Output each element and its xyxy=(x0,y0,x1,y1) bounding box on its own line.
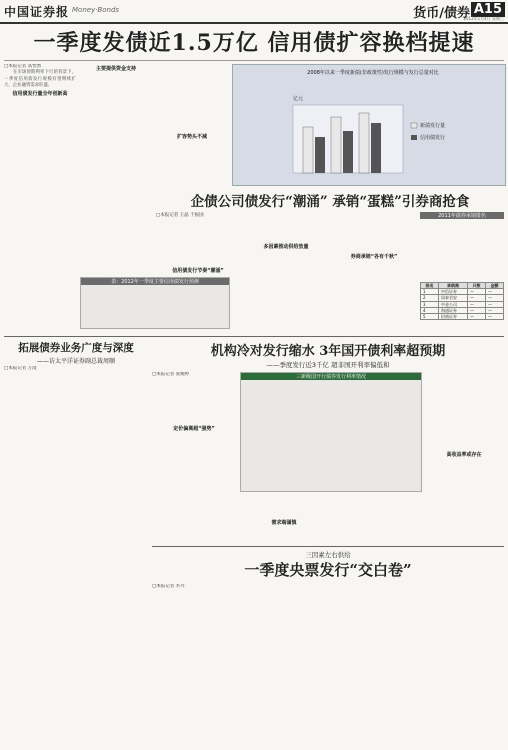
article5-headline: 一季度央票发行“交白卷” xyxy=(244,561,412,579)
article4-col4 xyxy=(424,372,504,542)
article4-col2 xyxy=(240,494,328,542)
article1-paragraph: 在市场预期利率下行的背景下，一季度信用债发行规模有望继续扩大，企业融资需求旺盛。 xyxy=(4,70,76,88)
article1-subhead: 信用债发行量全年创新高 xyxy=(12,91,68,98)
article1-subhead: 扩容势头不减 xyxy=(176,134,207,140)
table-header: 金额 xyxy=(485,283,503,289)
bar xyxy=(359,113,369,173)
article1-col2 xyxy=(80,64,152,274)
article3-col1 xyxy=(4,366,74,638)
article1-box-title: 表：2012年一季度主要信用债发行预测 xyxy=(81,278,229,285)
cell: — xyxy=(485,301,503,307)
divider xyxy=(4,60,504,61)
article5-byline: □本报记者 李丹 xyxy=(152,584,185,589)
cell: 中信证券 xyxy=(438,289,467,295)
article2-subhead: 券商承销“各有千秋” xyxy=(350,254,398,260)
chart-svg xyxy=(233,65,505,185)
article4-col1 xyxy=(152,372,236,542)
cell: — xyxy=(468,307,486,313)
cell: 招商证券 xyxy=(438,314,467,320)
article2-col3 xyxy=(332,220,416,320)
article4-subtitle: ——季度发行近3千亿 超非国开利率偏低和 xyxy=(266,361,390,369)
article3-byline: □本报记者 万澄 xyxy=(4,366,37,371)
section-title: 货币/债券 xyxy=(413,6,470,21)
article2-table-box xyxy=(420,213,504,320)
article2-table-title: 2011年债券承销排名 xyxy=(420,212,504,219)
bar xyxy=(303,127,313,173)
cell: 3 xyxy=(421,301,439,307)
cell: — xyxy=(468,289,486,295)
legend-label: 信用债发行 xyxy=(420,135,446,141)
cell: — xyxy=(468,314,486,320)
article1-col1 xyxy=(4,64,76,304)
article4-col3 xyxy=(332,494,420,542)
legend-swatch xyxy=(411,123,417,128)
article4-subhead: 高收益率或存在 xyxy=(446,452,482,458)
cell: — xyxy=(468,301,486,307)
cell: — xyxy=(468,295,486,301)
article3-col2 xyxy=(78,366,148,638)
article5-col1 xyxy=(152,584,236,746)
article4-subhead: 定价偏离超“强势” xyxy=(173,426,215,433)
legend-swatch xyxy=(411,135,417,140)
cell: 中金公司 xyxy=(438,301,467,307)
newspaper-logo: 中国证券报 xyxy=(4,5,70,19)
article3-headline: 拓展债券业务广度与深度 xyxy=(18,342,134,354)
article4-box-title: 三新级国开行债券发行利率情况 xyxy=(241,373,421,380)
article5-kicker: 三因素左右供给 xyxy=(305,551,351,559)
cell: 5 xyxy=(421,314,439,320)
masthead xyxy=(0,0,508,24)
article5-col4 xyxy=(416,584,504,746)
article2-byline: □本报记者 王晶 于振国 xyxy=(156,213,204,218)
divider xyxy=(152,546,504,547)
article5-col3 xyxy=(328,584,412,746)
cell: 国泰君安 xyxy=(438,295,467,301)
article4-subhead: 需求端谨慎 xyxy=(271,520,297,526)
divider xyxy=(4,336,504,337)
article2-headline: 企债公司债发行“潮涌” 承销“蛋糕”引券商抢食 xyxy=(190,194,470,210)
cell: 海通证券 xyxy=(438,307,467,313)
article2-col1 xyxy=(156,220,240,320)
cell: — xyxy=(485,295,503,301)
newspaper-subname: Money·Bonds xyxy=(72,6,120,14)
cell: 4 xyxy=(421,307,439,313)
article5-col2 xyxy=(240,584,324,746)
article2-subhead: 信用债发行节奏“潮涌” xyxy=(172,268,224,274)
article4-headline: 机构冷对发行缩水 3年国开债利率超预期 xyxy=(210,344,446,359)
chart-title: 2008年以来一季度新债(非政策性)发行规模与发行总量对比 xyxy=(307,70,439,76)
article2-col4 xyxy=(420,220,504,280)
bar xyxy=(315,137,325,173)
article2-col2 xyxy=(244,220,328,320)
article1-col3 xyxy=(156,64,228,189)
legend-label: 新债发行量 xyxy=(420,123,446,129)
table-row xyxy=(421,314,504,320)
article3-subtitle: ——访太平洋证券副总裁周顺 xyxy=(36,358,115,365)
cell: — xyxy=(485,289,503,295)
bar xyxy=(343,131,353,173)
bar xyxy=(331,117,341,173)
chart-unit: 亿元 xyxy=(293,96,304,102)
table-header: 只数 xyxy=(468,283,486,289)
table-header: 排名 xyxy=(421,283,439,289)
table-header: 承销商 xyxy=(438,283,467,289)
article1-subhead: 主要提供资金支持 xyxy=(95,66,136,72)
article2-subhead: 多因素推动供给放量 xyxy=(263,244,309,250)
article1-byline: □本报记者 高怡然 xyxy=(4,64,42,69)
cell: 1 xyxy=(421,289,439,295)
article4-byline: □本报记者 张婉婷 xyxy=(152,372,190,377)
cell: — xyxy=(485,307,503,313)
bar xyxy=(371,123,381,173)
cell: — xyxy=(485,314,503,320)
bond-issuance-chart xyxy=(232,64,506,186)
page-number: A15 xyxy=(471,2,505,17)
main-headline: 一季度发债近1.5万亿 信用债扩容换档提速 xyxy=(33,30,475,56)
article4-rate-table xyxy=(240,372,422,492)
cell: 2 xyxy=(421,295,439,301)
dateline: 2012年1月4日 星期三 xyxy=(463,16,504,21)
underwriter-table xyxy=(420,282,504,320)
